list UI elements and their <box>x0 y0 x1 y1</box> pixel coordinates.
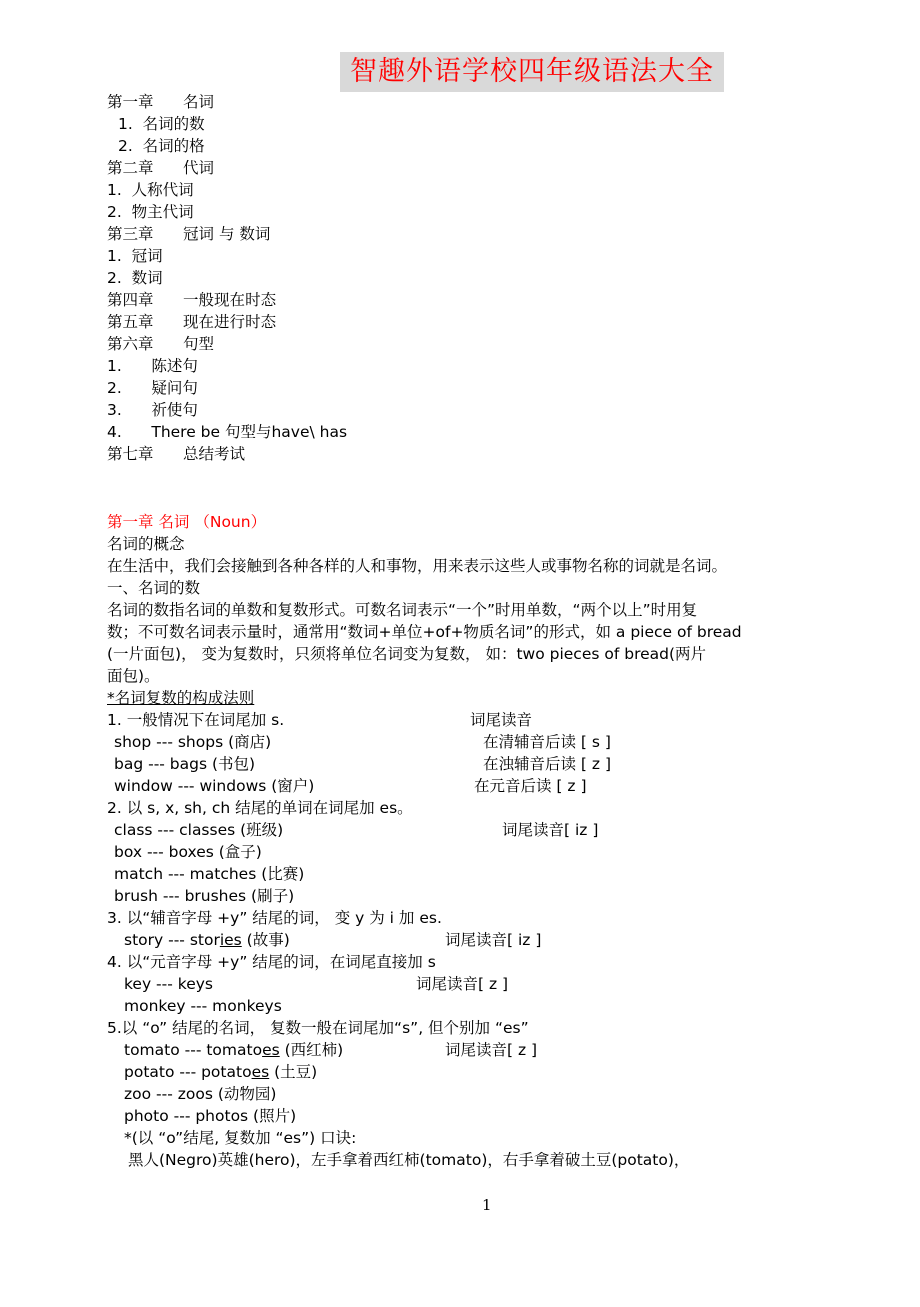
example: box --- boxes (盒子) <box>114 843 262 861</box>
example <box>124 1061 317 1083</box>
example: monkey --- monkeys <box>124 997 282 1015</box>
rule-5: 5.以 “o” 结尾的名词， 复数一般在词尾加“s”, 但个别加 “es” <box>107 1019 529 1037</box>
example-suffix: ies <box>219 931 242 949</box>
paragraph-line: 名词的数指名词的单数和复数形式。可数名词表示“一个”时用单数，“两个以上”时用复 <box>107 601 698 619</box>
example-text: story --- stor <box>124 931 220 949</box>
example-note: 词尾读音[ iz ] <box>445 931 542 949</box>
paragraph-line: 面包)。 <box>107 667 160 685</box>
example-text: potato --- potato <box>124 1063 252 1081</box>
paragraph-line: (一片面包)， 变为复数时，只须将单位名词变为复数， 如：two pieces of bread(两片 <box>107 645 707 663</box>
document-title: 智趣外语学校四年级语法大全 <box>340 52 724 92</box>
rule-4: 4. 以“元音字母 +y” 结尾的词，在词尾直接加 s <box>107 953 436 971</box>
concept-text: 在生活中，我们会接触到各种各样的人和事物，用来表示这些人或事物名称的词就是名词。 <box>107 557 728 575</box>
example-gloss: (西红柿) <box>279 1041 344 1059</box>
section-heading: 一、名词的数 <box>107 579 201 597</box>
example: key --- keys <box>124 975 213 993</box>
toc-item: 2. 数词 <box>107 269 163 287</box>
toc-item: 3. 祈使句 <box>107 401 198 419</box>
example-gloss: (故事) <box>241 931 290 949</box>
example-text: tomato --- tomato <box>124 1041 263 1059</box>
example: bag --- bags (书包) <box>114 755 256 773</box>
toc-item: 1. 陈述句 <box>107 357 198 375</box>
example <box>124 1039 343 1061</box>
toc-item: 1. 名词的数 <box>118 115 205 133</box>
rule-3: 3. 以“辅音字母 +y” 结尾的词， 变 y 为 i 加 es. <box>107 909 442 927</box>
example-note: 在元音后读 [ z ] <box>474 777 587 795</box>
example: photo --- photos (照片) <box>124 1107 297 1125</box>
example: class --- classes (班级) <box>114 821 284 839</box>
toc-chapter-7: 第七章 总结考试 <box>107 445 246 463</box>
example-note: 在清辅音后读 [ s ] <box>483 733 611 751</box>
toc-chapter-6: 第六章 句型 <box>107 335 215 353</box>
rhyme-title: *(以 “o”结尾, 复数加 “es”) 口诀: <box>124 1129 357 1147</box>
example-note: 在浊辅音后读 [ z ] <box>483 755 612 773</box>
toc-item: 2. 疑问句 <box>107 379 198 397</box>
paragraph-line: 数；不可数名词表示量时，通常用“数词+单位+of+物质名词”的形式，如 a piece of bread <box>107 623 742 641</box>
concept-title: 名词的概念 <box>107 535 185 553</box>
toc-item: 1. 人称代词 <box>107 181 194 199</box>
example-suffix: es <box>262 1041 280 1059</box>
rules-title: *名词复数的构成法则 <box>107 689 255 707</box>
toc-chapter-5: 第五章 现在进行时态 <box>107 313 277 331</box>
rule-1-note: 词尾读音 <box>470 711 533 729</box>
example: zoo --- zoos (动物园) <box>124 1085 277 1103</box>
toc-chapter-3: 第三章 冠词 与 数词 <box>107 225 271 243</box>
rhyme-text: 黑人(Negro)英雄(hero)，左手拿着西红柿(tomato)，右手拿着破土豆(potato)， <box>128 1151 690 1169</box>
rule-1: 1. 一般情况下在词尾加 s. <box>107 711 285 729</box>
example: shop --- shops (商店) <box>114 733 272 751</box>
toc-item: 4. There be 句型与have\ has <box>107 423 348 441</box>
example-note: 词尾读音[ z ] <box>416 975 509 993</box>
toc-chapter-2: 第二章 代词 <box>107 159 215 177</box>
toc-item: 1. 冠词 <box>107 247 163 265</box>
toc-chapter-4: 第四章 一般现在时态 <box>107 291 277 309</box>
example <box>124 929 290 951</box>
example-gloss: (土豆) <box>269 1063 318 1081</box>
toc-chapter-1: 第一章 名词 <box>107 93 215 111</box>
example: brush --- brushes (刷子) <box>114 887 295 905</box>
example-note: 词尾读音[ z ] <box>445 1041 538 1059</box>
example-note: 词尾读音[ iz ] <box>502 821 599 839</box>
toc-item: 2. 物主代词 <box>107 203 194 221</box>
example: window --- windows (窗户) <box>114 777 315 795</box>
chapter-heading: 第一章 名词 （Noun） <box>107 513 267 531</box>
page-number: 1 <box>482 1196 492 1214</box>
rule-2: 2. 以 s, x, sh, ch 结尾的单词在词尾加 es。 <box>107 799 413 817</box>
example-suffix: es <box>251 1063 270 1081</box>
toc-item: 2. 名词的格 <box>118 137 205 155</box>
example: match --- matches (比赛) <box>114 865 305 883</box>
